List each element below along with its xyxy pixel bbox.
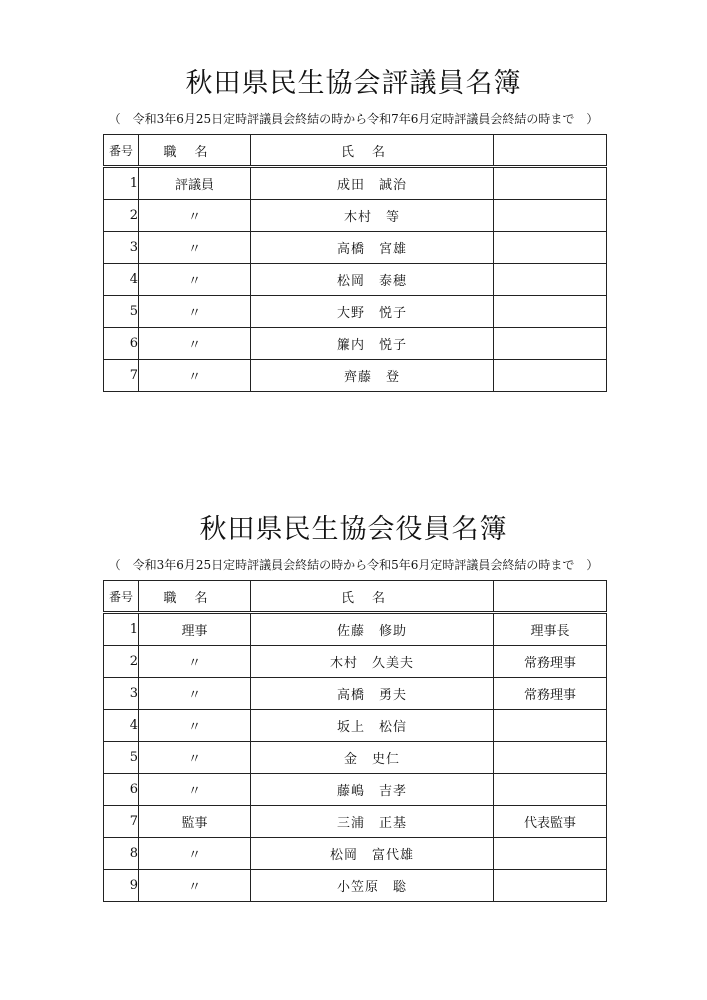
row-note: [494, 360, 607, 392]
row-name: 大野 悦子: [251, 296, 494, 328]
row-number: 7: [104, 806, 139, 838]
row-note: [494, 742, 607, 774]
row-number: 4: [104, 264, 139, 296]
row-position: 〃: [139, 646, 251, 678]
row-name: 簾内 悦子: [251, 328, 494, 360]
row-note: [494, 296, 607, 328]
table-header-row: [104, 581, 607, 613]
officers-rows: [104, 613, 607, 902]
row-name: 松岡 富代雄: [251, 838, 494, 870]
table-row: [104, 806, 607, 838]
row-number: 2: [104, 646, 139, 678]
row-name: 松岡 泰穂: [251, 264, 494, 296]
row-note: [494, 710, 607, 742]
officers-table: [103, 580, 607, 902]
row-name: 藤嶋 吉孝: [251, 774, 494, 806]
row-name: 成田 誠治: [251, 167, 494, 200]
row-note: [494, 167, 607, 200]
row-number: 6: [104, 774, 139, 806]
row-position: 監事: [139, 806, 251, 838]
row-number: 6: [104, 328, 139, 360]
councilors-title: 秋田県民生協会評議員名簿: [185, 68, 522, 99]
row-name: 三浦 正基: [251, 806, 494, 838]
table-row: [104, 870, 607, 902]
row-position: 〃: [139, 870, 251, 902]
row-number: 8: [104, 838, 139, 870]
row-number: 3: [104, 232, 139, 264]
row-number: 7: [104, 360, 139, 392]
row-name: 坂上 松信: [251, 710, 494, 742]
row-position: 〃: [139, 296, 251, 328]
row-position: 〃: [139, 774, 251, 806]
header-note: [494, 581, 607, 613]
header-number: 番号: [104, 581, 139, 613]
councilors-section: [0, 64, 707, 385]
row-name: 齊藤 登: [251, 360, 494, 392]
officers-title: 秋田県民生協会役員名簿: [199, 514, 508, 545]
row-number: 5: [104, 742, 139, 774]
table-row: [104, 678, 607, 710]
row-note: [494, 264, 607, 296]
row-note: 常務理事: [494, 678, 607, 710]
header-note: [494, 135, 607, 167]
header-name: 氏名: [251, 581, 494, 613]
table-row: [104, 360, 607, 392]
table-row: [104, 742, 607, 774]
row-note: [494, 838, 607, 870]
row-note: [494, 774, 607, 806]
row-position: 〃: [139, 710, 251, 742]
row-position: 評議員: [139, 167, 251, 200]
councilors-table: [103, 134, 607, 392]
councilors-rows: [104, 167, 607, 392]
row-position: 〃: [139, 264, 251, 296]
row-number: 1: [104, 167, 139, 200]
row-name: 佐藤 修助: [251, 613, 494, 646]
table-row: [104, 264, 607, 296]
row-note: 常務理事: [494, 646, 607, 678]
row-number: 9: [104, 870, 139, 902]
row-number: 5: [104, 296, 139, 328]
table-header-row: [104, 135, 607, 167]
officers-section: [0, 510, 707, 895]
row-name: 小笠原 聡: [251, 870, 494, 902]
row-position: 理事: [139, 613, 251, 646]
header-name: 氏名: [251, 135, 494, 167]
row-number: 1: [104, 613, 139, 646]
table-row: [104, 774, 607, 806]
header-number: 番号: [104, 135, 139, 167]
row-number: 4: [104, 710, 139, 742]
row-note: [494, 870, 607, 902]
row-note: 理事長: [494, 613, 607, 646]
officers-term: （ 令和3年6月25日定時評議員会終結の時から令和5年6月定時評議員会終結の時まで ）: [108, 558, 599, 572]
table-row: [104, 232, 607, 264]
row-position: 〃: [139, 742, 251, 774]
row-note: [494, 200, 607, 232]
row-position: 〃: [139, 678, 251, 710]
table-row: [104, 646, 607, 678]
councilors-term: （ 令和3年6月25日定時評議員会終結の時から令和7年6月定時評議員会終結の時まで ）: [108, 112, 599, 126]
row-name: 高橋 勇夫: [251, 678, 494, 710]
row-number: 2: [104, 200, 139, 232]
table-row: [104, 200, 607, 232]
row-note: 代表監事: [494, 806, 607, 838]
row-position: 〃: [139, 328, 251, 360]
row-position: 〃: [139, 360, 251, 392]
row-position: 〃: [139, 200, 251, 232]
header-position: 職名: [139, 135, 251, 167]
row-name: 木村 等: [251, 200, 494, 232]
row-position: 〃: [139, 232, 251, 264]
row-note: [494, 328, 607, 360]
table-row: [104, 838, 607, 870]
row-name: 金 史仁: [251, 742, 494, 774]
table-row: [104, 167, 607, 200]
row-name: 高橋 宮雄: [251, 232, 494, 264]
row-note: [494, 232, 607, 264]
table-row: [104, 710, 607, 742]
table-row: [104, 613, 607, 646]
table-row: [104, 296, 607, 328]
row-position: 〃: [139, 838, 251, 870]
row-number: 3: [104, 678, 139, 710]
row-name: 木村 久美夫: [251, 646, 494, 678]
header-position: 職名: [139, 581, 251, 613]
table-row: [104, 328, 607, 360]
